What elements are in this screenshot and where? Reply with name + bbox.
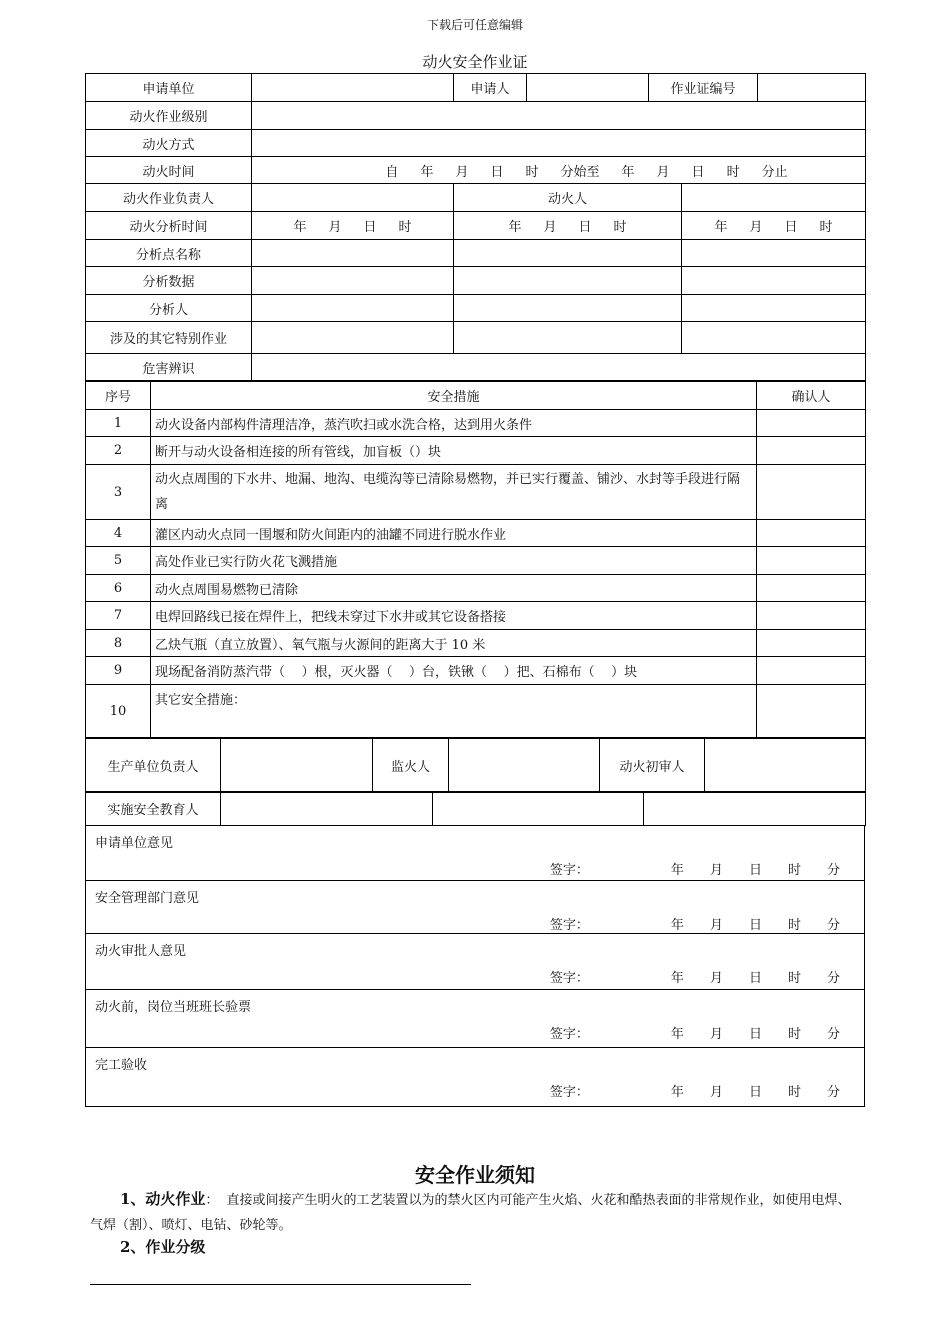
- analysis-time-3[interactable]: 年 月 日 时: [682, 212, 866, 240]
- measures-header: 安全措施: [151, 382, 757, 410]
- leader-field[interactable]: [252, 184, 454, 212]
- analysis-time-2[interactable]: 年 月 日 时: [454, 212, 682, 240]
- form-title: 动火安全作业证: [422, 53, 528, 71]
- confirm-field[interactable]: [757, 602, 866, 630]
- basic-info-table: [85, 73, 866, 381]
- analyst-field-2[interactable]: [454, 295, 682, 322]
- initial-reviewer-field[interactable]: [705, 738, 866, 793]
- measure-text: 断开与动火设备相连接的所有管线，加盲板（）块: [151, 437, 757, 465]
- fire-watcher-field[interactable]: [449, 738, 600, 793]
- confirm-header: 确认人: [757, 382, 866, 410]
- worker-field[interactable]: [682, 184, 866, 212]
- measure-no: 5: [86, 547, 151, 575]
- data-field-3[interactable]: [682, 267, 866, 295]
- other-special-field-1[interactable]: [252, 322, 454, 354]
- measure-text: 乙炔气瓶（直立放置）、氧气瓶与火源间的距离大于 10 米: [151, 630, 757, 657]
- production-leader-field[interactable]: [221, 738, 373, 793]
- point-name-label: 分析点名称: [86, 240, 252, 267]
- opinion-label: 安全管理部门意见: [95, 891, 200, 906]
- safety-educator-field-2[interactable]: [433, 792, 644, 826]
- measure-text: 电焊回路线已接在焊件上，把线未穿过下水井或其它设备搭接: [151, 602, 757, 630]
- download-note: 下载后可任意编辑: [426, 18, 523, 32]
- opinion-block[interactable]: [86, 1048, 865, 1107]
- worker-label: 动火人: [454, 184, 682, 212]
- measure-no: 6: [86, 575, 151, 602]
- safety-educator-field-1[interactable]: [221, 792, 433, 826]
- time-label: 动火时间: [86, 157, 252, 184]
- method-field[interactable]: [252, 130, 866, 157]
- confirm-field[interactable]: [757, 520, 866, 547]
- applicant-label: 申请人: [454, 74, 527, 102]
- opinion-label: 动火审批人意见: [95, 944, 187, 959]
- applicant-field[interactable]: [527, 74, 649, 102]
- confirm-field[interactable]: [757, 410, 866, 437]
- analyst-label: 分析人: [86, 295, 252, 322]
- measure-text: 灌区内动火点同一围堰和防火间距内的油罐不同进行脱水作业: [151, 520, 757, 547]
- fire-watcher-label: 监火人: [373, 738, 449, 793]
- measure-no: 10: [86, 685, 151, 739]
- opinion-block[interactable]: [86, 881, 865, 934]
- point-name-field-2[interactable]: [454, 240, 682, 267]
- signature-line: 签字： 年 月 日 时 分: [549, 971, 840, 986]
- confirm-field[interactable]: [757, 465, 866, 520]
- other-special-field-2[interactable]: [454, 322, 682, 354]
- level-label: 动火作业级别: [86, 102, 252, 130]
- measure-text: 其它安全措施：: [151, 685, 757, 739]
- initial-reviewer-label: 动火初审人: [600, 738, 705, 793]
- opinions-table: [85, 825, 865, 1107]
- measure-text: 现场配备消防蒸汽带（ ）根，灭火器（ ）台，铁锹（ ）把、石棉布（ ）块: [151, 657, 757, 685]
- notice-item-2: 2、作业分级: [120, 1238, 206, 1256]
- opinion-label: 动火前，岗位当班班长验票: [95, 1000, 252, 1015]
- point-name-field-3[interactable]: [682, 240, 866, 267]
- signature-line: 签字： 年 月 日 时 分: [549, 918, 840, 933]
- other-special-label: 涉及的其它特别作业: [86, 322, 252, 354]
- measures-no-header: 序号: [86, 382, 151, 410]
- analyst-field-3[interactable]: [682, 295, 866, 322]
- confirm-field[interactable]: [757, 657, 866, 685]
- personnel-table: [85, 737, 866, 793]
- confirm-field[interactable]: [757, 685, 866, 739]
- data-label: 分析数据: [86, 267, 252, 295]
- confirm-field[interactable]: [757, 547, 866, 575]
- measure-no: 3: [86, 465, 151, 520]
- hazard-field[interactable]: [252, 354, 866, 381]
- measure-no: 7: [86, 602, 151, 630]
- confirm-field[interactable]: [757, 437, 866, 465]
- footnote-divider: [90, 1284, 471, 1285]
- safety-educator-field-3[interactable]: [644, 792, 866, 826]
- point-name-field-1[interactable]: [252, 240, 454, 267]
- analyst-field-1[interactable]: [252, 295, 454, 322]
- measure-no: 9: [86, 657, 151, 685]
- confirm-field[interactable]: [757, 630, 866, 657]
- measure-text: 动火设备内部构件清理洁净，蒸汽吹扫或水洗合格，达到用火条件: [151, 410, 757, 437]
- notice-item-1: 1、动火作业： 直接或间接产生明火的工艺装置以为的禁火区内可能产生火焰、火花和酷热表面的非常规作业，如使用电焊、气焊（割）、喷灯、电钻、砂轮等。: [90, 1190, 851, 1233]
- measure-no: 8: [86, 630, 151, 657]
- analysis-time-label: 动火分析时间: [86, 212, 252, 240]
- confirm-field[interactable]: [757, 575, 866, 602]
- production-leader-label: 生产单位负责人: [86, 738, 221, 793]
- measure-text: 动火点周围的下水井、地漏、地沟、电缆沟等已清除易燃物，并已实行覆盖、铺沙、水封等手段进行隔离: [151, 465, 757, 520]
- education-table: [85, 791, 866, 826]
- measure-text: 动火点周围易燃物已清除: [151, 575, 757, 602]
- fire-time-field[interactable]: 自 年 月 日 时 分始至 年 月 日 时 分止: [252, 157, 866, 184]
- signature-line: 签字： 年 月 日 时 分: [549, 1027, 840, 1042]
- analysis-time-1[interactable]: 年 月 日 时: [252, 212, 454, 240]
- apply-unit-label: 申请单位: [86, 74, 252, 102]
- opinion-label: 申请单位意见: [95, 836, 174, 851]
- measure-text: 高处作业已实行防火花飞溅措施: [151, 547, 757, 575]
- measures-table: [85, 381, 866, 739]
- hazard-label: 危害辨识: [86, 354, 252, 381]
- opinion-block[interactable]: [86, 826, 865, 881]
- apply-unit-field[interactable]: [252, 74, 454, 102]
- level-field[interactable]: [252, 102, 866, 130]
- opinion-block[interactable]: [86, 990, 865, 1048]
- data-field-1[interactable]: [252, 267, 454, 295]
- signature-line: 签字： 年 月 日 时 分: [549, 863, 840, 878]
- leader-label: 动火作业负责人: [86, 184, 252, 212]
- notice-title: 安全作业须知: [415, 1163, 535, 1187]
- measure-no: 4: [86, 520, 151, 547]
- opinion-label: 完工验收: [95, 1058, 148, 1073]
- safety-educator-label: 实施安全教育人: [86, 792, 221, 826]
- measure-no: 1: [86, 410, 151, 437]
- signature-line: 签字： 年 月 日 时 分: [549, 1085, 840, 1100]
- measure-no: 2: [86, 437, 151, 465]
- other-special-field-3[interactable]: [682, 322, 866, 354]
- permit-no-label: 作业证编号: [649, 74, 758, 102]
- method-label: 动火方式: [86, 130, 252, 157]
- data-field-2[interactable]: [454, 267, 682, 295]
- opinion-block[interactable]: [86, 934, 865, 990]
- permit-no-field[interactable]: [758, 74, 866, 102]
